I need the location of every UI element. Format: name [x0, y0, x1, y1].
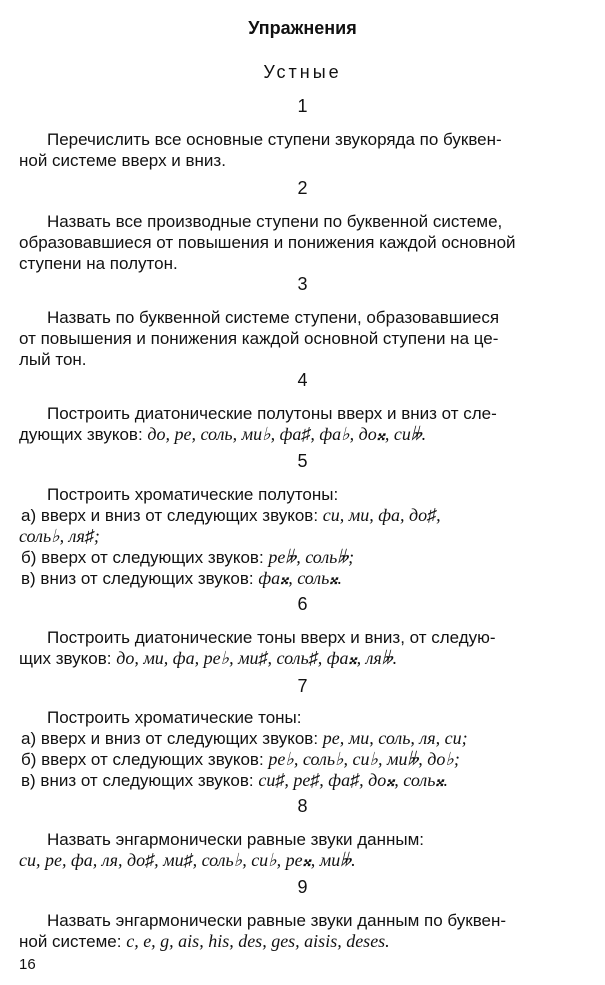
note-list: ре♭, соль♭, си♭, ми𝄫, до♭; [268, 749, 460, 769]
text-line: Построить диатонические полутоны вверх и вниз от сле- [47, 404, 497, 423]
text-line [19, 728, 587, 749]
note-list: соль♭, ля♯; [19, 526, 100, 546]
text-line: от повышения и понижения каждой основной ступени на це- [19, 329, 499, 348]
exercise-number: 4 [297, 370, 308, 390]
note-list: ре𝄫, соль𝄫; [268, 547, 355, 567]
text-line [19, 931, 587, 952]
note-list: до, ре, соль, ми♭, фа♯, фа♭, до𝄪, си𝄫. [147, 424, 427, 444]
note-list: си, ми, фа, до♯, [322, 505, 441, 525]
exercise-number: 1 [297, 96, 308, 116]
note-list: фа𝄪, соль𝄪. [258, 568, 342, 588]
text-line: Построить диатонические тоны вверх и вниз, от следую- [47, 628, 496, 647]
note-list: си♯, ре♯, фа♯, до𝄪, соль𝄪. [258, 770, 449, 790]
text-line: Построить хроматические тоны: [47, 708, 302, 727]
note-list: до, ми, фа, ре♭, ми♯, соль♯, фа𝄪, ля𝄫. [116, 648, 398, 668]
exercise-number: 8 [297, 796, 308, 816]
text-fragment: ной системе: [19, 932, 127, 951]
exercise-text [19, 707, 587, 791]
text-line [19, 547, 587, 568]
exercise-text [19, 307, 587, 370]
item-label: а) вверх и вниз от следующих звуков: [21, 729, 323, 748]
text-fragment: дующих звуков: [19, 425, 148, 444]
note-list: си, ре, фа, ля, до♯, ми♯, соль♭, си♭, ре𝄪, ми𝄫. [19, 850, 356, 870]
exercise-text [19, 484, 587, 589]
note-list: c, e, g, ais, his, des, ges, aisis, deses. [126, 931, 390, 951]
text-line [19, 505, 587, 526]
exercise-text [19, 403, 587, 445]
item-label: б) вверх от следующих звуков: [21, 750, 269, 769]
text-line: Назвать энгармонически равные звуки данным по буквен- [47, 911, 507, 930]
exercise-number: 7 [297, 676, 308, 696]
text-line [19, 850, 587, 871]
text-line: Перечислить все основные ступени звукоряда по буквен- [47, 130, 502, 149]
text-fragment: щих звуков: [19, 649, 117, 668]
page-title: Упражнения [248, 18, 357, 38]
text-line [19, 568, 587, 589]
exercise-text [19, 627, 587, 669]
item-label: б) вверх от следующих звуков: [21, 548, 269, 567]
item-label: в) вниз от следующих звуков: [21, 569, 259, 588]
exercise-number: 2 [297, 178, 308, 198]
exercise-number: 6 [297, 594, 308, 614]
text-line [19, 749, 587, 770]
text-line: Построить хроматические полутоны: [47, 485, 339, 504]
text-line: ступени на полутон. [19, 254, 178, 273]
text-line: Назвать по буквенной системе ступени, образовавшиеся [47, 308, 500, 327]
exercise-text [19, 129, 587, 171]
item-label: в) вниз от следующих звуков: [21, 771, 259, 790]
exercise-number: 5 [297, 451, 308, 471]
text-line: образовавшиеся от повышения и понижения каждой основной [19, 233, 516, 252]
exercise-number: 9 [297, 877, 308, 897]
item-label: а) вверх и вниз от следующих звуков: [21, 506, 323, 525]
text-line: лый тон. [19, 350, 87, 369]
section-title: Устные [263, 62, 342, 82]
text-line: ной системе вверх и вниз. [19, 151, 226, 170]
text-line [19, 648, 587, 669]
exercise-number: 3 [297, 274, 308, 294]
page-number: 16 [19, 956, 36, 973]
text-line: Назвать энгармонически равные звуки данным: [47, 830, 425, 849]
text-line [19, 770, 587, 791]
exercise-text [19, 910, 587, 952]
text-line: Назвать все производные ступени по буквенной системе, [47, 212, 503, 231]
exercise-text [19, 211, 587, 274]
note-list: ре, ми, соль, ля, си; [322, 728, 468, 748]
exercise-text [19, 829, 587, 871]
text-line [19, 424, 587, 445]
text-line [19, 526, 587, 547]
